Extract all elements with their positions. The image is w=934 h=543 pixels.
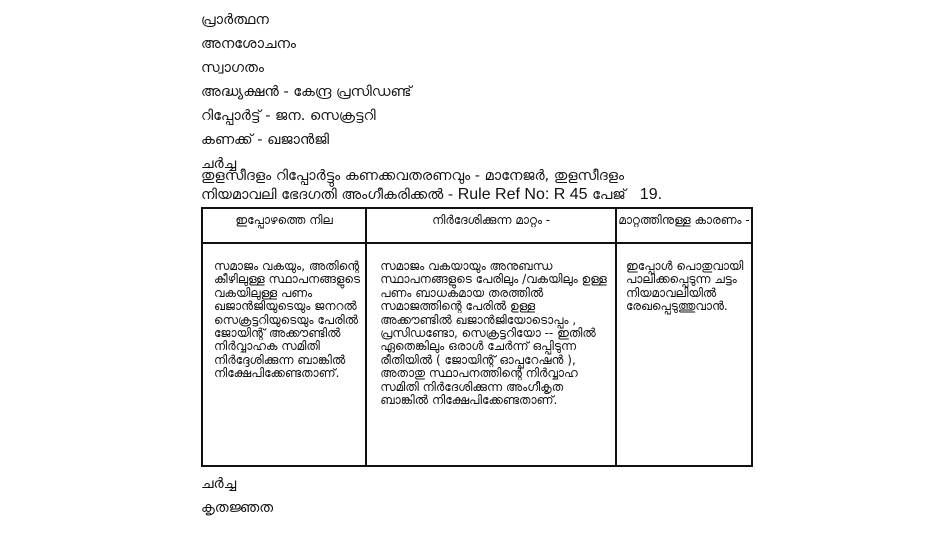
agenda-item-condolence: അനശോചനം <box>201 36 296 52</box>
header-reason: മാറ്റത്തിനുള്ള കാരണം - <box>616 208 752 243</box>
agenda-item-discussion-2: ചർച്ച <box>201 476 237 492</box>
bylaw-text: നിയമാവലി ഭേദഗതി അംഗീകരിക്കൽ - <box>201 187 458 203</box>
bylaw-rule-ref: Rule Ref No: R 45 <box>457 186 588 203</box>
proposed-change-text: സമാജം വകയായും അനുബന്ധ സ്ഥാപനങ്ങളുടെ പേരിലും /വകയിലും ഉള്ള പണം ബാധകമായ തരത്തിൽ സമാജത്തിന്റെ പേരിൽ ഉള്ള അക്കൗണ്ടിൽ ഖജാൻജിയോടൊപ്പം , പ്രസിഡണ്ടോ, സെക്രട്ടറിയോ -- ഇതിൽ ഏതെങ്കിലും ഒരാൾ ചേർന്ന് ഒപ്പിടുന്ന രീതിയിൽ ( ജോയിന്റ് ഓപ്പറേഷൻ ), അതാതു സ്ഥാപനത്തിന്റെ നിർവ്വാഹ സമിതി നിർദേശിക്കുന്ന അംഗീകൃത ബാങ്കിൽ നിക്ഷേപിക്കേണ്ടതാണ്. <box>380 259 607 408</box>
cell-reason <box>616 243 752 466</box>
header-proposed-change: നിർദേശിക്കുന്ന മാറ്റം - <box>366 208 616 243</box>
bylaw-page-number: 19. <box>639 186 663 203</box>
header-current-status: ഇപ്പോഴത്തെ നില <box>202 208 366 243</box>
agenda-item-report: റിപ്പോർട്ട് - ജന. സെക്രട്ടറി <box>201 108 376 124</box>
agenda-item-thulaseedalam: തുളസീദളം റിപ്പോർട്ടും കണക്കവതരണവും - മാനേജർ, തുളസീദളം <box>201 168 625 184</box>
agenda-item-presidential: അദ്ധ്യക്ഷൻ - കേന്ദ്ര പ്രസിഡണ്ട് <box>201 84 412 100</box>
current-status-text: സമാജം വകയും, അതിന്റെ കീഴിലുള്ള സ്ഥാപനങ്ങളുടെ വകയിലുള്ള പണം ഖജാൻജിയുടെയും ജനറൽ സെക്രട്ടറിയുടെയും പേരിൽ ജോയിന്റ് അക്കൗണ്ടിൽ നിർവ്വാഹക സമിതി നിർദ്ദേശിക്കുന്ന ബാങ്കിൽ നിക്ഷേപിക്കേണ്ടതാണ്. <box>214 259 361 381</box>
amendment-table <box>201 207 753 467</box>
agenda-item-accounts: കണക്ക് - ഖജാൻജി <box>201 132 330 148</box>
bylaw-page-word: പേജ് <box>592 187 626 203</box>
cell-proposed-change <box>366 243 616 466</box>
amendment-table-header-row <box>202 208 752 243</box>
reason-text: ഇപ്പോൾ പൊതുവായി പാലിക്കപ്പെടുന്ന ചട്ടം നിയമാവലിയിൽ രേഖപ്പെടുത്തുവാൻ. <box>626 259 744 314</box>
agenda-item-bylaw <box>201 185 662 205</box>
agenda-item-discussion: ചർച്ച <box>201 156 237 172</box>
agenda-item-gratitude: കൃതജ്ഞത <box>201 500 274 516</box>
cell-current-status <box>202 243 366 466</box>
agenda-item-prayer: പ്രാർത്ഥന <box>201 12 269 28</box>
amendment-table-row <box>202 243 752 466</box>
agenda-item-welcome: സ്വാഗതം <box>201 60 264 76</box>
